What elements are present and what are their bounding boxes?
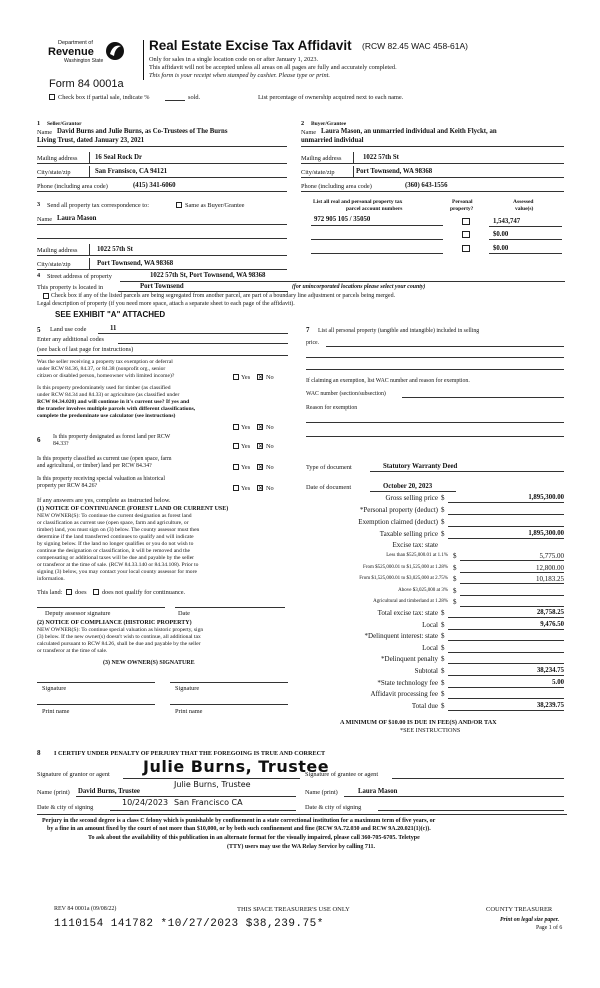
sec6-q1-yes-checkbox[interactable]: [233, 443, 239, 449]
buyer-mailing-label: Mailing address: [301, 155, 342, 162]
new-owner-sig-2[interactable]: [170, 682, 288, 683]
grantor-name-value[interactable]: David Burns, Trustee: [78, 788, 140, 795]
notice1-l8: or transferor at the time of sale. (RCW 84.33.140 or 84.34.108). Prior to: [37, 562, 199, 568]
located-label: This property is located in: [37, 284, 104, 291]
segregated-checkbox[interactable]: [43, 293, 49, 299]
notice2-l4: or transferor at the time of sale.: [37, 648, 108, 654]
new-owner-print-2-label: Print name: [175, 708, 203, 715]
form-rcw: (RCW 82.45 WAC 458-61A): [362, 41, 468, 51]
land-use-value[interactable]: 11: [110, 325, 117, 332]
dor-swirl-icon: [105, 40, 125, 62]
taxable-currency: $: [441, 530, 445, 538]
processing-fee-currency: $: [441, 690, 445, 698]
sec5-q1-yes-checkbox[interactable]: [233, 374, 239, 380]
sec6-q2-l2: and agricultural, or timber) land per RCW 84.34?: [37, 463, 152, 469]
reason-field-2[interactable]: [306, 436, 564, 437]
tech-fee-value[interactable]: 5.00: [552, 679, 564, 686]
corr-city-value[interactable]: Port Townsend, WA 98368: [97, 260, 174, 267]
tech-fee-currency: $: [441, 679, 445, 687]
buyer-city-value[interactable]: Port Townsend, WA 98368: [356, 168, 433, 175]
parcel-col-header: List all real and personal property tax: [313, 199, 403, 205]
personal-property-line-3[interactable]: [306, 369, 564, 370]
sec5-q1-no-checkbox[interactable]: ✕: [258, 374, 264, 381]
subtotal-value[interactable]: 38,234.75: [536, 667, 564, 674]
notice1-l6: continue the designation or classification, it will be removed and the: [37, 548, 191, 554]
assessed-col-header: Assessed: [513, 199, 534, 205]
parcel-col-header-2: parcel account numbers: [346, 206, 403, 212]
corr-name-label: Name: [37, 216, 53, 223]
tier4-field[interactable]: [460, 595, 564, 596]
personal-property-line-2[interactable]: [306, 357, 564, 358]
header-note-3: This form is your receipt when stamped by cashier. Please type or print.: [149, 72, 330, 79]
buyer-phone-label: Phone (including area code): [301, 183, 372, 190]
notice2-title: (2) NOTICE OF COMPLIANCE (HISTORIC PROPERTY): [37, 620, 192, 626]
buyer-city-label: City/state/zip: [301, 169, 335, 176]
deputy-date-line[interactable]: [175, 607, 285, 608]
street-label: Street address of property: [47, 273, 112, 280]
buyer-mailing-value[interactable]: 1022 57th St: [363, 154, 399, 161]
exemption-claim-label: If claiming an exemption, list WAC number and reason for exemption.: [306, 378, 470, 384]
sec6-q2-yes-checkbox[interactable]: [233, 464, 239, 470]
new-owner-sig-1[interactable]: [37, 682, 155, 683]
tier2-label: From $525,000.01 to $1,525,000 at 1.28%: [363, 565, 448, 570]
exemption-deduct-label: Exemption claimed (deduct): [358, 518, 438, 526]
treasurer-use-label: THIS SPACE TREASURER'S USE ONLY: [237, 906, 350, 913]
this-land-label: This land:: [37, 589, 63, 596]
tier2-currency: $: [453, 564, 457, 572]
seller-heading: Seller/Grantor: [47, 121, 82, 127]
total-due-label: Total due: [411, 702, 438, 710]
wac-label: WAC number (section/subsection): [306, 391, 386, 397]
sec8-num: 8: [37, 749, 41, 757]
sec6-num: 6: [37, 436, 41, 444]
sec5-q1-l3: citizen or disabled person, homeowner with limited income)?: [37, 373, 175, 379]
sec5-q1-no-label: No: [266, 374, 274, 381]
exemption-deduct-currency: $: [441, 518, 445, 526]
partial-sale-checkbox[interactable]: [49, 94, 55, 100]
land-does-checkbox[interactable]: [66, 589, 72, 595]
tier1-label: Less than $525,000.01 at 1.1%: [386, 553, 448, 558]
sec6-q3-no-label: No: [266, 485, 274, 492]
sec6-q2-no-label: No: [266, 464, 274, 471]
dor-logo: [48, 38, 148, 72]
property-num: 4: [37, 272, 41, 279]
tier3-label: From $1,525,000.01 to $3,025,000 at 2.75%: [359, 576, 448, 581]
doc-type-label: Type of document: [306, 464, 352, 471]
total-due-currency: $: [441, 702, 445, 710]
grantor-city[interactable]: San Francisco CA: [174, 798, 243, 807]
seller-name-value[interactable]: David Burns and Julie Burns, as Co-Trustees of The Burns: [57, 128, 228, 135]
deputy-signature-line[interactable]: [37, 607, 165, 608]
seller-city-value[interactable]: San Fransisco, CA 94121: [95, 168, 168, 175]
grantee-date-city-line[interactable]: [378, 810, 564, 811]
additional-codes-label: Enter any additional codes: [37, 336, 104, 343]
delinq-local-currency: $: [441, 644, 445, 652]
reason-label: Reason for exemption: [306, 405, 358, 411]
header-note-2: This affidavit will not be accepted unless all areas on all pages are fully and accurately completed.: [149, 64, 397, 71]
partial-sale-pct-field[interactable]: [165, 100, 185, 101]
grantee-signature-line[interactable]: [392, 778, 564, 779]
notice1-l7: compensating or additional taxes will be due and payable by the seller: [37, 555, 195, 561]
notice1-l4: determine if the land transferred continues to qualify and will indicate: [37, 534, 194, 540]
sec5-q2-yes-label: Yes: [241, 424, 251, 431]
new-owner-print-1[interactable]: [37, 704, 155, 705]
delinq-local-field[interactable]: [448, 652, 564, 653]
total-state-currency: $: [441, 609, 445, 617]
land-does-label: does: [75, 589, 87, 596]
local-label: Local: [422, 621, 438, 629]
county-treasurer-label: COUNTY TREASURER: [486, 906, 553, 913]
subtotal-label: Subtotal: [414, 667, 438, 675]
form-number: Form 84 0001a: [49, 78, 124, 90]
dept-name: Revenue: [48, 46, 94, 58]
tier4-label: Above $3,025,000 at 3%: [398, 588, 448, 593]
form-title: Real Estate Excise Tax Affidavit: [149, 38, 352, 53]
notice2-l3: calculated pursuant to RCW 84.26, shall be due and payable by the seller: [37, 641, 201, 647]
partial-sale-label: Check box if partial sale, indicate %: [58, 94, 150, 101]
subtotal-currency: $: [441, 667, 445, 675]
new-owner-sig-heading: (3) NEW OWNER(S) SIGNATURE: [103, 660, 195, 666]
seller-name-value-2[interactable]: Living Trust, dated January 23, 2021: [37, 137, 145, 144]
notice1-title: (1) NOTICE OF CONTINUANCE (FOREST LAND OR CURRENT USE): [37, 506, 229, 512]
notice2-l1: NEW OWNER(S): To continue special valuation as historic property, sign: [37, 627, 204, 633]
grantee-date-city-label: Date & city of signing: [305, 804, 362, 811]
local-value[interactable]: 9,476.50: [540, 621, 564, 628]
delinq-state-field[interactable]: [448, 640, 564, 641]
sec6-q3-yes-label: Yes: [241, 485, 251, 492]
tier4-currency: $: [453, 587, 457, 595]
perjury-l4: (TTY) users may use the WA Relay Service by calling 711.: [227, 844, 376, 850]
seller-phone-value[interactable]: (415) 341-6060: [133, 182, 176, 189]
seller-num: 1: [37, 120, 41, 127]
personal-property-line-1[interactable]: [326, 346, 564, 347]
total-state-value[interactable]: 28,758.25: [536, 609, 564, 616]
taxable-label: Taxable selling price: [379, 530, 438, 538]
seller-phone-label: Phone (including area code): [37, 183, 108, 190]
segregated-label: Check box if any of the listed parcels are being segregated from another parcel, are part of a boundary line adjustment or parcels being merged.: [51, 293, 396, 299]
buyer-name-label: Name: [301, 129, 317, 136]
sec6-q3-no-checkbox[interactable]: ✕: [258, 485, 264, 492]
seller-city-label: City/state/zip: [37, 169, 71, 176]
buyer-phone-value[interactable]: (360) 643-1556: [405, 182, 448, 189]
treasurer-stamp: 1110154 141782 *10/27/2023 $38,239.75*: [54, 918, 324, 930]
tier5-currency: $: [453, 598, 457, 606]
local-currency: $: [441, 621, 445, 629]
sec5-q1-yes-label: Yes: [241, 374, 251, 381]
delinq-state-label: *Delinquent interest: state: [364, 632, 438, 640]
parcel-row-2-personal-checkbox[interactable]: [462, 231, 470, 238]
sec7-l1: List all personal property (tangible and intangible) included in selling: [318, 328, 480, 334]
notice1-l2: or classification as current use (open space, farm and agriculture, or: [37, 520, 189, 526]
ownership-note: List percentage of ownership acquired next to each name.: [258, 94, 404, 101]
exemption-deduct-field[interactable]: [448, 526, 564, 527]
legal-paper-note: Print on legal size paper.: [500, 917, 560, 923]
corr-city-label: City/state/zip: [37, 261, 71, 268]
doc-date-value[interactable]: October 20, 2023: [383, 483, 433, 490]
perjury-l1: Perjury in the second degree is a class C felony which is punishable by confinement in a state correctional institution for a maximum term of five years, or: [42, 818, 436, 824]
seller-mailing-label: Mailing address: [37, 155, 78, 162]
perjury-l3: To ask about the availability of this publication in an alternate format for the visually impaired, please call 360-705-6705. Teletype: [88, 835, 420, 841]
sec6-q1-l2: 84.33?: [53, 441, 69, 447]
taxable-value[interactable]: 1,895,300.00: [528, 530, 564, 537]
total-state-label: Total excise tax: state: [377, 609, 438, 617]
grantee-name-print-label: Name (print): [305, 789, 338, 796]
tier2-value[interactable]: 12,800.00: [536, 564, 564, 572]
sec5-q2-no-checkbox[interactable]: ✕: [258, 424, 264, 431]
reason-field-1[interactable]: [306, 422, 564, 423]
parcel-row-1-number[interactable]: 972 905 105 / 35050: [314, 216, 371, 223]
doc-type-value[interactable]: Statutory Warranty Deed: [383, 463, 458, 470]
gross-label: Gross selling price: [385, 494, 438, 502]
certify-statement: I CERTIFY UNDER PENALTY OF PERJURY THAT THE FOREGOING IS TRUE AND CORRECT: [54, 750, 326, 757]
grantor-date-city-label: Date & city of signing: [37, 804, 94, 811]
sec5-q2-no-label: No: [266, 424, 274, 431]
deputy-signature-label: Deputy assessor signature: [45, 610, 111, 617]
sec5-q2-l2: under RCW 84.34 and 84.33) or agriculture (as classified under: [37, 392, 180, 398]
sec5-q2-yes-checkbox[interactable]: [233, 424, 239, 430]
deputy-date-label: Date: [178, 610, 190, 617]
personal-col-header-2: property?: [450, 206, 474, 212]
buyer-num: 2: [301, 120, 305, 127]
legal-description-value[interactable]: SEE EXHIBIT "A" ATTACHED: [55, 310, 166, 319]
parcel-row-3-personal-checkbox[interactable]: [462, 245, 470, 252]
seller-name-line: [37, 146, 287, 147]
legal-description-label: Legal description of property (if you need more space, attach a separate sheet to each page of the affidavit).: [37, 301, 295, 307]
sec6-q1-l1: Is this property designated as forest land per RCW: [53, 434, 171, 440]
sec5-q2-l5: complete the predominate use calculator (see instructions): [37, 413, 176, 419]
tier1-currency: $: [453, 552, 457, 560]
sec6-q1-yes-label: Yes: [241, 443, 251, 450]
corr-name-value[interactable]: Laura Mason: [57, 215, 97, 222]
sec6-q2-l1: Is this property classified as current use (open space, farm: [37, 456, 172, 462]
sec6-q2-yes-label: Yes: [241, 464, 251, 471]
partial-sold-label: sold.: [188, 94, 201, 101]
sec6-q3-yes-checkbox[interactable]: [233, 485, 239, 491]
dept-state: Washington State: [64, 58, 104, 64]
same-as-buyer-checkbox[interactable]: [176, 202, 182, 208]
notice1-l3: timber) land, you must sign on (3) below. The county assessor must then: [37, 527, 200, 533]
processing-fee-label: Affidavit processing fee: [370, 690, 438, 698]
rev-number: REV 84 0001a (09/08/22): [54, 906, 117, 912]
sec5-q1-l1: Was the seller receiving a property tax exemption or deferral: [37, 359, 173, 365]
tier3-currency: $: [453, 575, 457, 583]
new-owner-sig-2-label: Signature: [175, 685, 200, 692]
tier3-value[interactable]: 10,183.25: [536, 575, 564, 583]
notice1-l5: by signing below. If the land no longer qualifies or you do not wish to: [37, 541, 194, 547]
excise-state-label: Excise tax: state: [392, 541, 438, 549]
delinq-penalty-label: *Delinquent penalty: [381, 655, 438, 663]
wac-field[interactable]: [402, 397, 564, 398]
notice1-l10: information.: [37, 576, 65, 582]
personal-deduct-field[interactable]: [448, 514, 564, 515]
perjury-l2: by a fine in an amount fixed by the court of not more than $10,000, or by both such confinement and fine (RCW 9A.72.030 and RCW 9A.20.021(1)(c)).: [47, 826, 431, 832]
perjury-rule: [37, 814, 567, 815]
parcel-row-1-value[interactable]: 1,543,747: [493, 218, 521, 225]
sec5-num: 5: [37, 326, 41, 334]
sec6-q3-l1: Is this property receiving special valuation as historical: [37, 476, 165, 482]
notice2-l2: (3) below. If the new owner(s) doesn't wish to continue, all additional tax: [37, 634, 201, 640]
see-instructions-note: *SEE INSTRUCTIONS: [400, 727, 461, 734]
grantor-name-print-label: Name (print): [37, 789, 70, 796]
if-yes-note: If any answers are yes, complete as instructed below.: [37, 497, 171, 504]
corr-mailing-label: Mailing address: [37, 247, 78, 254]
sec5-q2-l3: RCW 84.34.020) and will continue in it's current use? If yes and: [37, 399, 190, 405]
sec6-q1-no-checkbox[interactable]: ✕: [258, 443, 264, 450]
sec6-q3-l2: property per RCW 84.26?: [37, 483, 98, 489]
seller-mailing-value[interactable]: 16 Seal Rock Dr: [95, 154, 143, 161]
processing-fee-field[interactable]: [448, 698, 564, 699]
personal-col-header: Personal: [452, 199, 473, 205]
located-note: (for unincorporated locations please select your county): [292, 284, 426, 290]
new-owner-print-1-label: Print name: [42, 708, 70, 715]
tier1-value[interactable]: 5,775.00: [539, 552, 564, 560]
corr-label: Send all property tax correspondence to:: [47, 202, 149, 209]
delinq-penalty-field[interactable]: [448, 663, 564, 664]
tech-fee-label: *State technology fee: [377, 679, 438, 687]
notice1-l9: signing (3) below, you may contact your local county assessor for more: [37, 569, 197, 575]
buyer-name-value[interactable]: Laura Mason, an unmarried individual and Keith Flyckt, an: [321, 128, 497, 135]
street-value[interactable]: 1022 57th St, Port Townsend, WA 98368: [150, 272, 266, 279]
page-number: Page 1 of 6: [536, 925, 563, 931]
header-note-1: Only for sales in a single location code on or after January 1, 2023.: [149, 56, 319, 63]
corr-num: 3: [37, 201, 41, 208]
doc-date-label: Date of document: [306, 484, 352, 491]
tier5-label: Agricultural and timberland at 1.28%: [373, 599, 448, 604]
personal-deduct-label: *Personal property (deduct): [359, 506, 438, 514]
grantee-name-value[interactable]: Laura Mason: [358, 788, 398, 795]
corr-mailing-value[interactable]: 1022 57th St: [97, 246, 133, 253]
delinq-state-currency: $: [441, 632, 445, 640]
parcel-row-2-value[interactable]: $0.00: [493, 231, 509, 238]
delinq-penalty-currency: $: [441, 655, 445, 663]
sec5-q1-l2: under RCW 84.36, 84.37, or 84.38 (nonprofit org., senior: [37, 366, 166, 372]
grantor-sig-label: Signature of grantor or agent: [37, 771, 110, 778]
personal-deduct-currency: $: [441, 506, 445, 514]
land-does-not-label: does not qualify for continuance.: [102, 589, 186, 596]
sec5-q2-l1: Is this property predominately used for timber (as classified: [37, 385, 171, 391]
grantor-signature[interactable]: Julie Burns, Trustee: [143, 757, 330, 776]
parcel-row-1-personal-checkbox[interactable]: [462, 218, 470, 225]
sec5-q2-l4: the transfer involves multiple parcels with different classifications,: [37, 406, 196, 412]
land-use-label: Land use code: [50, 326, 87, 333]
land-does-not-checkbox[interactable]: [93, 589, 99, 595]
new-owner-print-2[interactable]: [170, 704, 288, 705]
located-value[interactable]: Port Townsend: [140, 283, 184, 290]
grantor-sig-printed: Julie Burns, Trustee: [174, 780, 251, 789]
sec6-q2-no-checkbox[interactable]: ✕: [258, 464, 264, 471]
sec7-l2: price.: [306, 340, 320, 346]
gross-currency: $: [441, 494, 445, 502]
gross-value[interactable]: 1,895,300.00: [528, 494, 564, 501]
buyer-name-value-2[interactable]: unmarried individual: [301, 137, 364, 144]
notice1-l1: NEW OWNER(S): To continue the current designation as forest land: [37, 513, 192, 519]
sec7-num: 7: [306, 326, 310, 334]
total-due-value[interactable]: 38,239.75: [536, 702, 564, 709]
grantor-date[interactable]: 10/24/2023: [122, 798, 169, 807]
parcel-row-3-value[interactable]: $0.00: [493, 245, 509, 252]
tier5-field[interactable]: [460, 606, 564, 607]
sec6-q1-no-label: No: [266, 443, 274, 450]
delinq-local-label: Local: [422, 644, 438, 652]
assessed-col-header-2: value(s): [515, 206, 534, 212]
grantee-sig-label: Signature of grantee or agent: [305, 771, 379, 778]
header-divider: [143, 40, 144, 80]
seller-name-label: Name: [37, 129, 53, 136]
dept-line1: Department of: [58, 40, 93, 46]
buyer-heading: Buyer/Grantee: [311, 121, 347, 127]
new-owner-sig-1-label: Signature: [42, 685, 67, 692]
minimum-note: A MINIMUM OF $10.00 IS DUE IN FEE(S) AND/OR TAX: [340, 719, 497, 726]
see-back-label: (see back of last page for instructions): [37, 346, 134, 353]
same-as-buyer-label: Same as Buyer/Grantee: [185, 202, 245, 209]
